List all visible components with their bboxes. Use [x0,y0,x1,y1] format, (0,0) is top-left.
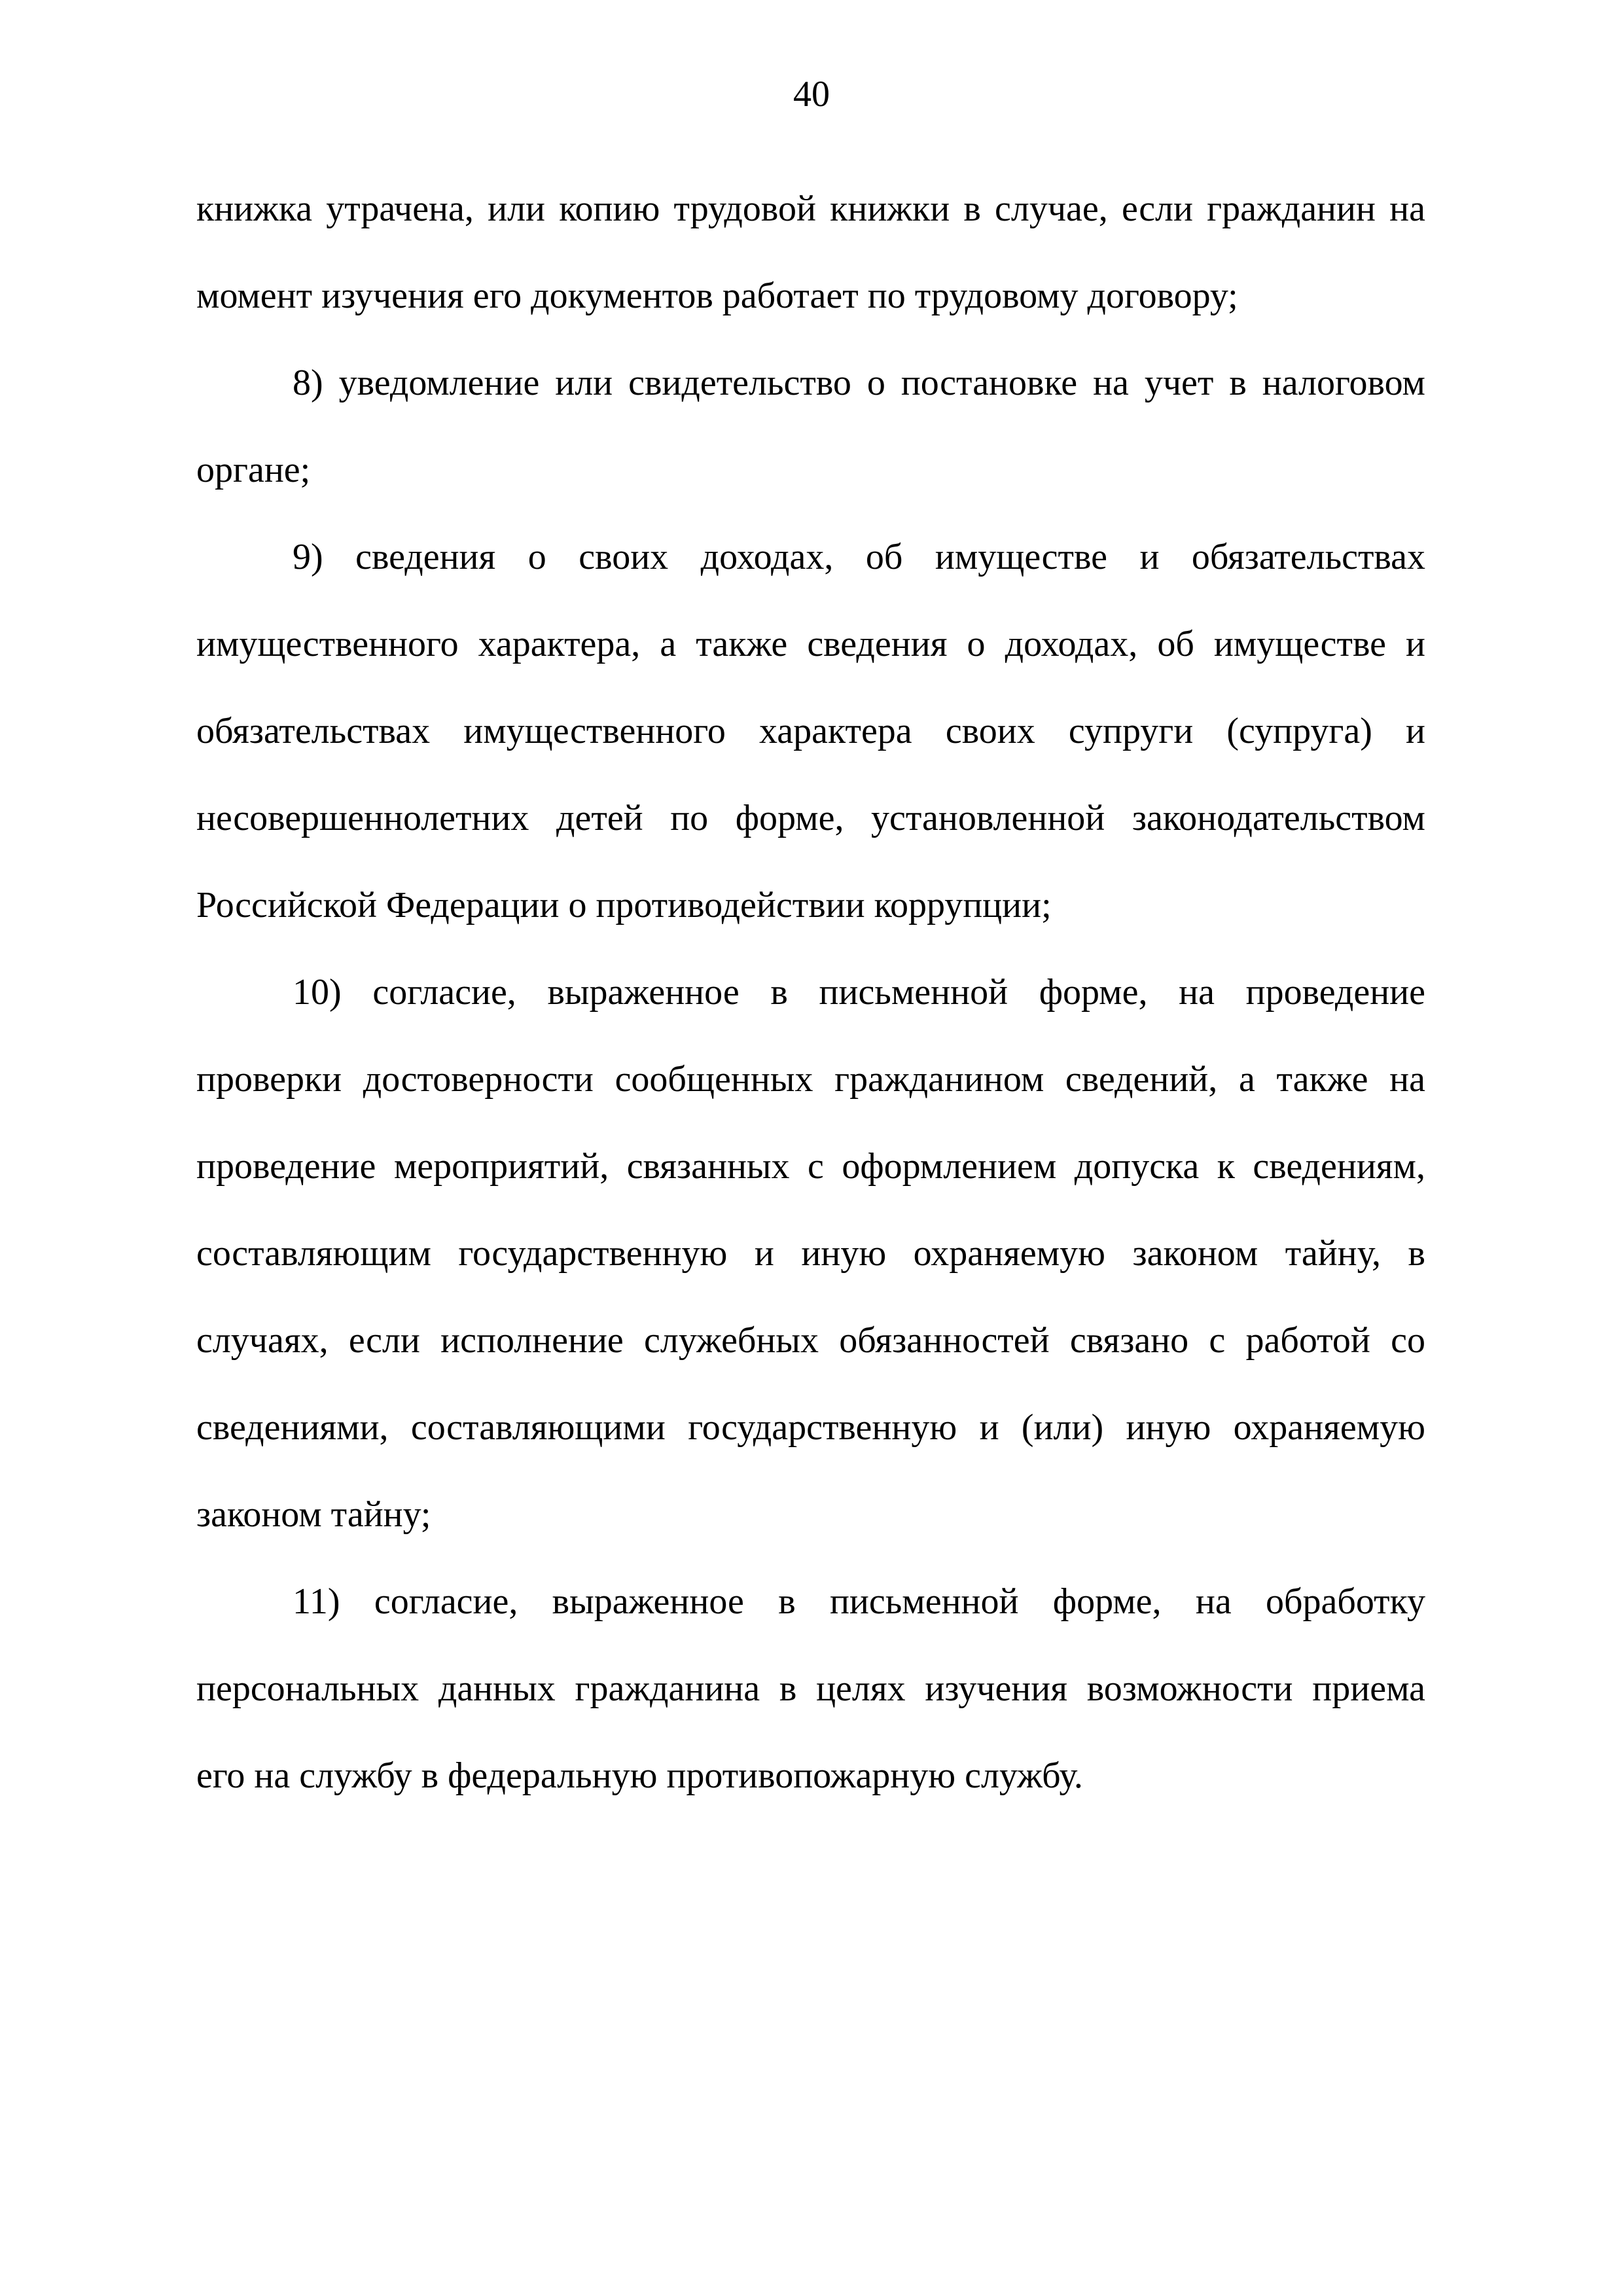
text-line: персональных данных гражданина в целях изучения возможности приема [196,1668,1425,1709]
paragraph [196,949,1425,1558]
text-line: его на службу в федеральную противопожарную службу. [196,1755,1083,1796]
text-line: проверки достоверности сообщенных гражданином сведений, а также на [196,1059,1425,1100]
paragraph [196,166,1425,340]
document-body [196,166,1425,1820]
text-line: 8) уведомление или свидетельство о постановке на учет в налоговом [293,363,1425,403]
text-line: несовершеннолетних детей по форме, установленной законодательством [196,798,1425,838]
text-line: органе; [196,450,311,490]
text-line: Российской Федерации о противодействии коррупции; [196,885,1052,925]
paragraph [196,1558,1425,1820]
page-number: 40 [793,74,830,115]
text-line: 9) сведения о своих доходах, об имуществе и обязательствах [293,537,1425,577]
text-line: 11) согласие, выраженное в письменной форме, на обработку [293,1581,1425,1622]
text-line: проведение мероприятий, связанных с оформлением допуска к сведениям, [196,1146,1425,1187]
text-line: 10) согласие, выраженное в письменной форме, на проведение [293,972,1425,1013]
text-line: книжка утрачена, или копию трудовой книжки в случае, если гражданин на [196,188,1425,229]
text-line: сведениями, составляющими государственную и (или) иную охраняемую [196,1407,1425,1448]
text-line: обязательствах имущественного характера своих супруги (супруга) и [196,711,1425,751]
text-line: случаях, если исполнение служебных обязанностей связано с работой со [196,1320,1425,1361]
text-line: имущественного характера, а также сведения о доходах, об имуществе и [196,624,1425,664]
text-line: законом тайну; [196,1494,431,1535]
text-line: составляющим государственную и иную охраняемую законом тайну, в [196,1233,1425,1274]
paragraph [196,514,1425,949]
text-line: момент изучения его документов работает по трудовому договору; [196,276,1238,316]
paragraph [196,340,1425,514]
